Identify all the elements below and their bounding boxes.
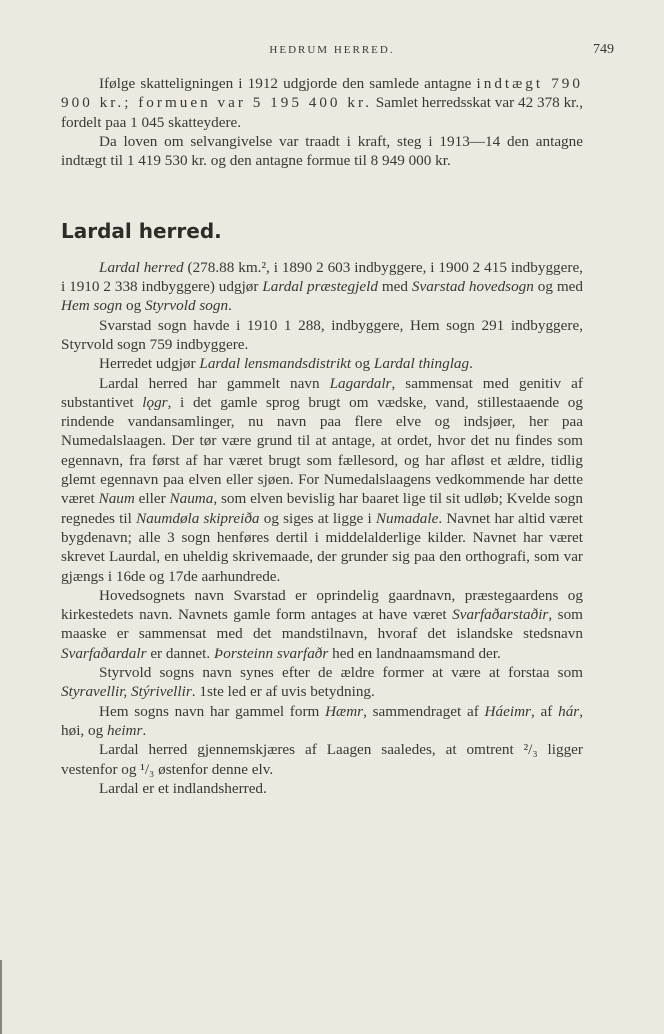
paragraph-styrvold: Styrvold sogns navn synes efter de ældre former at være at forstaa som Styravellir, Stýrivellir. 1ste led er af uvis betydning. xyxy=(61,664,583,701)
section-heading: Lardal herred. xyxy=(61,219,222,244)
paragraph-hem: Hem sogns navn har gammel form Hæmr, sammendraget af Háeimr, af hár, høi, og heimr. xyxy=(61,702,583,739)
paragraph-intro: Lardal herred (278.88 km.², i 1890 2 603 indbyggere, i 1900 2 415 indbyggere, i 1910 2 338 indbyggere) udgjør Lardal præstegjeld med Svarstad hovedsogn og med Hem sogn og Styrvold sogn. xyxy=(61,258,583,315)
paragraph-selvangivelse: Da loven om selvangivelse var traadt i kraft, steg i 1913—14 den antagne indtægt til 1 419 530 kr. og den antagne formue til 8 949 000 kr. xyxy=(61,132,583,170)
paragraph-laagen: Lardal herred gjennemskjæres af Laagen saaledes, at omtrent ²/₃ ligger vestenfor og ¹/₃ østenfor denne elv. xyxy=(61,741,583,778)
page-number: 749 xyxy=(593,42,614,57)
paragraph-inland: Lardal er et indlandsherred. xyxy=(99,779,267,797)
paragraph-name-origin: Lardal herred har gammelt navn Lagardalr, sammensat med genitiv af substantivet lǫgr, i det gamle sprog brugt om vædske, vand, stillestaaende og rindende vandansamlinger, nu navn paa flere elve og indsjøer, her paa Numedalslaagen. Der tør være grund til at antage, at ordet, hvor det nu findes som egennavn, fra først af har været brugt som fællesord, og har afløst et ældre, tidlig glemt egennavn paa elven eller sjøen. For Numedalslaagens vedkommende har dette været Naum eller Nauma, som elven bevislig har baaret lige til sit udløb; Kvelde sogn regnedes til Naumdøla skipreiða og siges at ligge i Numadale. Navnet har altid været bygdenavn; alle 3 sogn henføres dertil i middelalderlige kilder. Navnet har været skrevet Laurdal, en uheldig skrivemaade, der grunder sig paa den orthografi, som var gjængs i 16de og 17de aarhundrede. xyxy=(61,374,583,585)
body-text xyxy=(61,74,583,798)
paragraph-svarstad: Hovedsognets navn Svarstad er oprindelig gaardnavn, præstegaardens og kirkestedets navn. Navnets gamle form antages at have været Svarfaðarstaðir, som maaske er sammensat med det mandstilnavn, hvoraf det islandske stedsnavn Svarfaðardalr er dannet. Þorsteinn svarfaðr hed en landnaamsmand der. xyxy=(61,586,583,662)
scan-edge-mark xyxy=(0,960,2,1034)
paragraph-tax: Ifølge skatteligningen i 1912 udgjorde den samlede antagne indtægt 790 900 kr.; formuen var 5 195 400 kr. Samlet herredsskat var 42 378 kr., fordelt paa 1 045 skatteydere. xyxy=(61,75,583,131)
paragraph-sogn-population: Svarstad sogn havde i 1910 1 288, indbyggere, Hem sogn 291 indbyggere, Styrvold sogn 759 indbyggere. xyxy=(61,316,583,353)
running-head: HEDRUM HERRED. xyxy=(269,44,395,56)
paragraph-district: Herredet udgjør Lardal lensmandsdistrikt og Lardal thinglag. xyxy=(99,355,473,373)
